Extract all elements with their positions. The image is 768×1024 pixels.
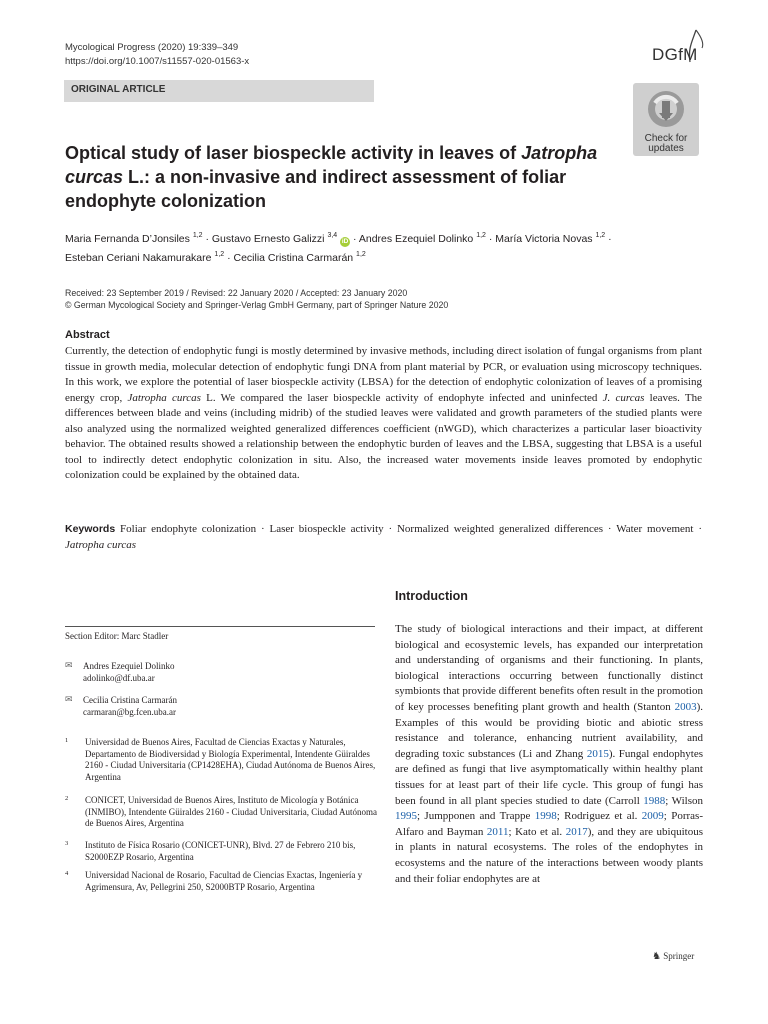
corresponding-author xyxy=(65,661,174,684)
author-affiliation: 1,2 xyxy=(356,251,366,258)
abstract-species: Jatropha curcas xyxy=(127,391,201,404)
keyword-species: Jatropha curcas xyxy=(65,538,136,551)
keywords-list: Foliar endophyte colonization · Laser biospeckle activity · Normalized weighted generalized differences · Water movement · xyxy=(115,523,702,535)
section-editor: Section Editor: Marc Stadler xyxy=(65,631,169,641)
author-name[interactable]: Andres Ezequiel Dolinko xyxy=(358,233,474,245)
citation-link[interactable]: 2017 xyxy=(565,825,588,838)
author-separator: · xyxy=(605,233,612,245)
affiliation-number: 1 xyxy=(65,737,69,744)
publisher-name: Springer xyxy=(663,951,695,961)
article-title xyxy=(65,141,625,213)
abstract-body xyxy=(65,344,702,484)
author-separator: · xyxy=(485,233,496,245)
introduction-heading: Introduction xyxy=(395,589,468,603)
article-dates xyxy=(65,287,448,311)
citation-link[interactable]: 2011 xyxy=(486,825,509,838)
springer-horse-icon: ♞ xyxy=(652,951,661,962)
author-list xyxy=(65,230,715,268)
author-separator: · xyxy=(350,233,359,245)
abstract-text: L. We compared the laser biospeckle activity of endophyte infected and uninfected xyxy=(200,391,603,404)
abstract-heading: Abstract xyxy=(65,329,110,341)
intro-text: ; Rodriguez et al. xyxy=(556,810,642,823)
affiliation xyxy=(65,840,385,863)
author-name[interactable]: Gustavo Ernesto Galizzi xyxy=(211,233,325,245)
intro-text: The study of biological interactions and their impact, at different biological and ecosystemic levels, has expanded our interpretation and understanding of organisms and their functioning. In plants, biological interactions occurring between functionally distinct symbionts that provide different benefits often result in the promotion of key processes benefiting plant growth and health (Stanton xyxy=(395,623,703,713)
intro-text: ), and they are ubiquitous in plants in natural ecosystems. The roles of the endophytes in ecosystems and the nature of the interactions between woody plants and their foliar endophytes are at xyxy=(395,825,703,885)
springer-logo xyxy=(652,951,694,962)
received-dates: Received: 23 September 2019 / Revised: 22 January 2020 / Accepted: 23 January 2020 xyxy=(65,288,408,298)
citation-link[interactable]: 1995 xyxy=(395,810,417,823)
contact-name: Andres Ezequiel Dolinko xyxy=(83,661,175,671)
introduction-body xyxy=(395,622,703,887)
author-affiliation: 1,2 xyxy=(595,232,606,239)
author-affiliation: 1,2 xyxy=(476,232,486,239)
contact-email[interactable]: carmaran@bg.fcen.uba.ar xyxy=(83,706,176,717)
author-affiliation: 3,4 xyxy=(327,232,338,239)
author-name[interactable]: María Victoria Novas xyxy=(495,233,593,245)
affiliation-text: Instituto de Física Rosario (CONICET-UNR), Blvd. 27 de Febrero 210 bis, S2000EZP Rosario, Argentina xyxy=(85,840,356,862)
dgfm-wordmark: DGfM xyxy=(652,45,698,64)
contact-email[interactable]: adolinko@df.uba.ar xyxy=(83,672,155,683)
intro-text: ; Porras-Alfaro and Bayman xyxy=(395,810,703,838)
check-for-updates-badge[interactable] xyxy=(633,83,699,156)
affiliation-number: 4 xyxy=(65,870,69,877)
citation-link[interactable]: 1988 xyxy=(643,794,666,807)
author-separator: · xyxy=(224,252,234,264)
affiliation-number: 2 xyxy=(65,795,69,802)
copyright-line: © German Mycological Society and Springer-Verlag GmbH Germany, part of Springer Nature 2020 xyxy=(65,300,449,310)
author-affiliation: 1,2 xyxy=(192,232,203,239)
affiliation-text: Universidad Nacional de Rosario, Facultad de Ciencias Exactas, Ingeniería y Agrimensura, Av, Pellegrini 250, S2000BTP Rosario, Argentina xyxy=(85,870,363,892)
abstract-text: Currently, the detection of endophytic fungi is mostly determined by invasive methods, including direct isolation of fungal organisms from plant tissue in growth media, molecular detection of endophytic fungi DNA from plant material by PCR, or evaluation using microscopy techniques. In this work, we explore the potential of laser biospeckle activity (LBSA) for the detection of endophytic colonization of leaves of a promising energy crop, xyxy=(65,345,702,404)
orcid-icon[interactable]: iD xyxy=(341,238,349,245)
check-for-updates-line1: Check for xyxy=(644,133,688,144)
abstract-text: leaves. The differences between blade and veins (including midrib) of the studied leaves were validated and growth parameters of the studied plants were also analyzed using the normalized weighted generalized differences coefficient (nWGD), which characterizes a particular laser bioactivity behavior. The obtained results showed a relationship between the endophytic burden of leaves and the LBSA, suggesting that LBSA is a useful tool to indirectly detect endophytic colonization in situ. Also, the increased water movements inside leaves promoted by endophytic colonization could be explained by the obtained data. xyxy=(65,391,702,481)
intro-text: ; Jumpponen and Trappe xyxy=(417,810,535,823)
check-for-updates-icon xyxy=(646,89,686,129)
journal-line: Mycological Progress (2020) 19:339–349 xyxy=(65,42,239,53)
affiliation xyxy=(65,795,385,830)
title-part1: Optical study of laser biospeckle activity in leaves of xyxy=(65,143,522,163)
journal-citation xyxy=(65,41,249,69)
title-species: Jatropha curcas xyxy=(65,143,598,187)
dgfm-logo xyxy=(650,28,706,70)
keywords-label: Keywords xyxy=(65,523,116,535)
abstract-species: J. curcas xyxy=(602,391,645,404)
intro-text: ; Wilson xyxy=(665,794,703,807)
author-separator: · xyxy=(202,233,212,245)
citation-link[interactable]: 2003 xyxy=(674,700,697,713)
affiliation-text: CONICET, Universidad de Buenos Aires, Instituto de Micología y Botánica (INMIBO), Intendente Güiraldes 2160 - Ciudad Universitaria, Ciudad Autónoma de Buenos Aires, Argentina xyxy=(85,795,377,828)
doi-link[interactable]: https://doi.org/10.1007/s11557-020-01563-x xyxy=(65,56,250,67)
author-name[interactable]: Maria Fernanda D’Jonsiles xyxy=(65,233,190,245)
affiliation xyxy=(65,737,385,783)
title-part2: L.: a non-invasive and indirect assessment of foliar endophyte colonization xyxy=(65,167,567,211)
author-name[interactable]: Cecilia Cristina Carmarán xyxy=(233,252,354,264)
envelope-icon: ✉ xyxy=(65,695,73,705)
contact-name: Cecilia Cristina Carmarán xyxy=(83,695,177,705)
intro-text: ). Examples of this would be providing biotic and abiotic stress resistance and tolerance, enhancing nutrient availability, and degrading toxic substances (Li and Zhang xyxy=(395,700,703,760)
keywords xyxy=(65,522,702,553)
intro-text: ; Kato et al. xyxy=(508,825,566,838)
affiliation-text: Universidad de Buenos Aires, Facultad de Ciencias Exactas y Naturales, Departamento de Biodiversidad y Biología Experimental, Intendente Güiraldes 2160 - Ciudad Universitaria (CP1428EHA), Ciudad Autónoma de Buenos Aires, Argentina xyxy=(85,737,376,782)
citation-link[interactable]: 2009 xyxy=(641,810,664,823)
article-type: ORIGINAL ARTICLE xyxy=(71,84,166,95)
author-name[interactable]: Esteban Ceriani Nakamurakare xyxy=(65,252,212,264)
corresponding-author xyxy=(65,695,177,718)
envelope-icon: ✉ xyxy=(65,661,73,671)
footnote-divider xyxy=(65,626,375,627)
citation-link[interactable]: 2015 xyxy=(586,747,609,760)
citation-link[interactable]: 1998 xyxy=(534,810,557,823)
author-affiliation: 1,2 xyxy=(214,251,225,258)
affiliation-number: 3 xyxy=(65,840,69,847)
affiliation xyxy=(65,870,385,893)
intro-text: ). Fungal endophytes are defined as fungi that live asymptomatically within healthy plant tissues for at least part of their life cycle. This group of fungi has been found in all plant species studied to date (Carroll xyxy=(395,747,704,807)
check-for-updates-line2: updates xyxy=(648,143,684,154)
